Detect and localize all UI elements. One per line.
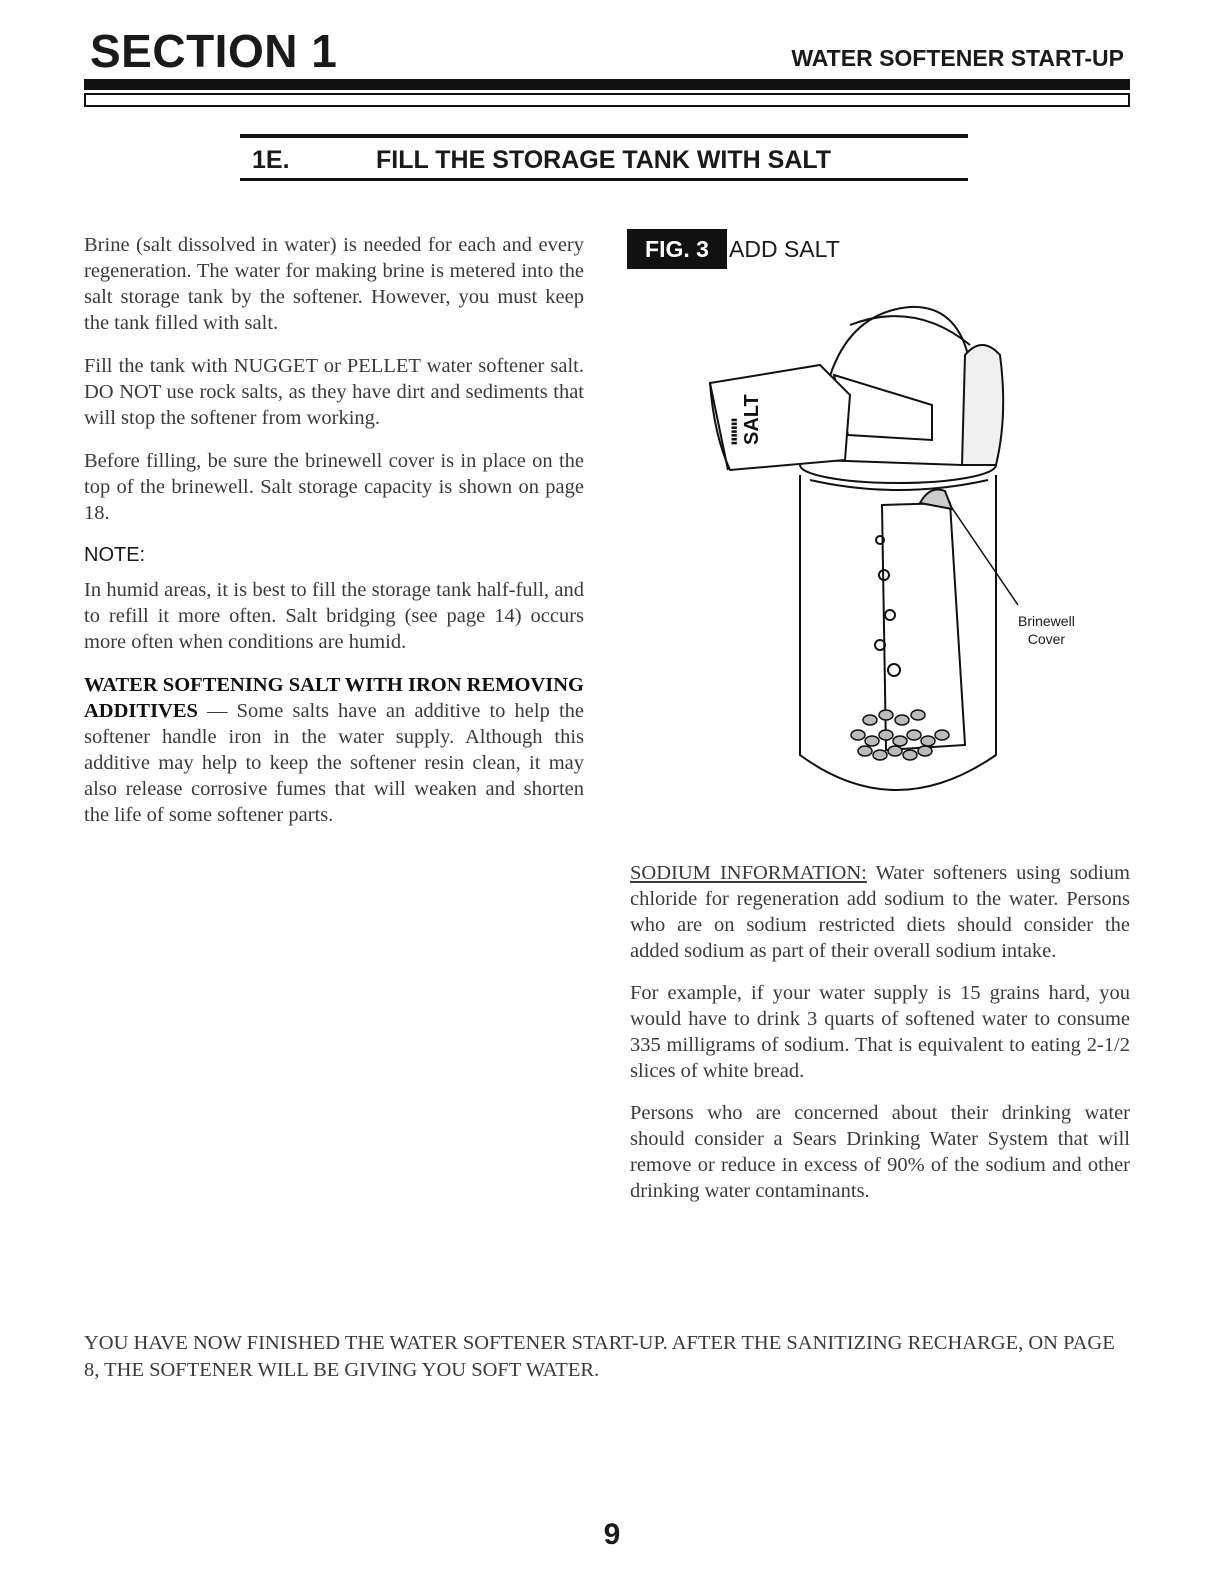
sodium-info-text: Water softeners using sodium chloride for regeneration add sodium to the water. Persons who are on sodium restricted diets should consider the added sodium as part of their overall sodium intake. <box>630 862 1131 962</box>
section-subtitle: WATER SOFTENER START-UP <box>791 45 1124 71</box>
fill-tank-paragraph: Fill the tank with NUGGET or PELLET water softener salt. DO NOT use rock salts, as they have dirt and sediments that will stop the softener from working. <box>84 355 584 429</box>
right-column <box>630 860 1130 1220</box>
callout-pointer <box>950 505 1018 605</box>
subsection-rule-bottom <box>240 178 968 181</box>
note-label: NOTE: <box>84 544 146 566</box>
sodium-paragraph <box>630 860 1130 964</box>
section-title: SECTION 1 <box>90 25 338 77</box>
salt-bag-label: SALT <box>741 394 763 445</box>
left-column <box>84 232 584 845</box>
sodium-info-label: SODIUM INFORMATION: <box>630 862 867 884</box>
salt-bag-fineprint: ▮▮▮▮▮▮▮ <box>731 418 738 445</box>
header-rule-thick <box>84 79 1130 90</box>
softener-salt-illustration <box>700 295 1030 815</box>
figure-caption: ADD SALT <box>729 235 840 262</box>
salt-bag <box>710 365 850 470</box>
figure-label <box>627 229 840 269</box>
figure-badge: FIG. 3 <box>627 229 727 269</box>
brinewell-cover-callout <box>1018 612 1075 648</box>
callout-line-1: Brinewell <box>1018 613 1075 629</box>
callout-line-2: Cover <box>1027 631 1066 647</box>
brinewell-paragraph: Before filling, be sure the brinewell cover is in place on the top of the brinewell. Salt storage capacity is shown on page 18. <box>84 450 584 524</box>
subsection-title: FILL THE STORAGE TANK WITH SALT <box>376 146 832 174</box>
page-number: 9 <box>603 1518 621 1551</box>
drinking-water-paragraph: Persons who are concerned about their drinking water should consider a Sears Drinking Water System that will remove or reduce in excess of 90% of the sodium and other drinking water contaminants. <box>630 1102 1130 1202</box>
subsection-number: 1E. <box>252 146 290 174</box>
closing-statement: YOU HAVE NOW FINISHED THE WATER SOFTENER START-UP. AFTER THE SANITIZING RECHARGE, ON PAGE 8, THE SOFTENER WILL BE GIVING YOU SOFT WATER. <box>84 1332 1115 1381</box>
subsection-rule-top <box>240 134 968 138</box>
iron-additives-paragraph <box>84 672 584 828</box>
example-paragraph: For example, if your water supply is 15 grains hard, you would have to drink 3 quarts of softened water to consume 335 milligrams of sodium. That is equivalent to eating 2-1/2 slices of white bread. <box>630 982 1130 1082</box>
header-rule-box <box>84 93 1130 107</box>
note-paragraph: In humid areas, it is best to fill the storage tank half-full, and to refill it more often. Salt bridging (see page 14) occurs more often when conditions are humid. <box>84 579 584 653</box>
iron-additives-text: — Some salts have an additive to help the softener handle iron in the water supply. Although this additive may help to keep the softener resin clean, it may also release corrosive fumes that will weaken and shorten the life of some softener parts. <box>84 700 584 826</box>
brine-paragraph: Brine (salt dissolved in water) is needed for each and every regeneration. The water for making brine is metered into the salt storage tank by the softener. However, you must keep the tank filled with salt. <box>84 234 584 334</box>
iron-additives-heading: WATER SOFTENING SALT WITH IRON REMOVING ADDITIVES <box>84 674 584 722</box>
